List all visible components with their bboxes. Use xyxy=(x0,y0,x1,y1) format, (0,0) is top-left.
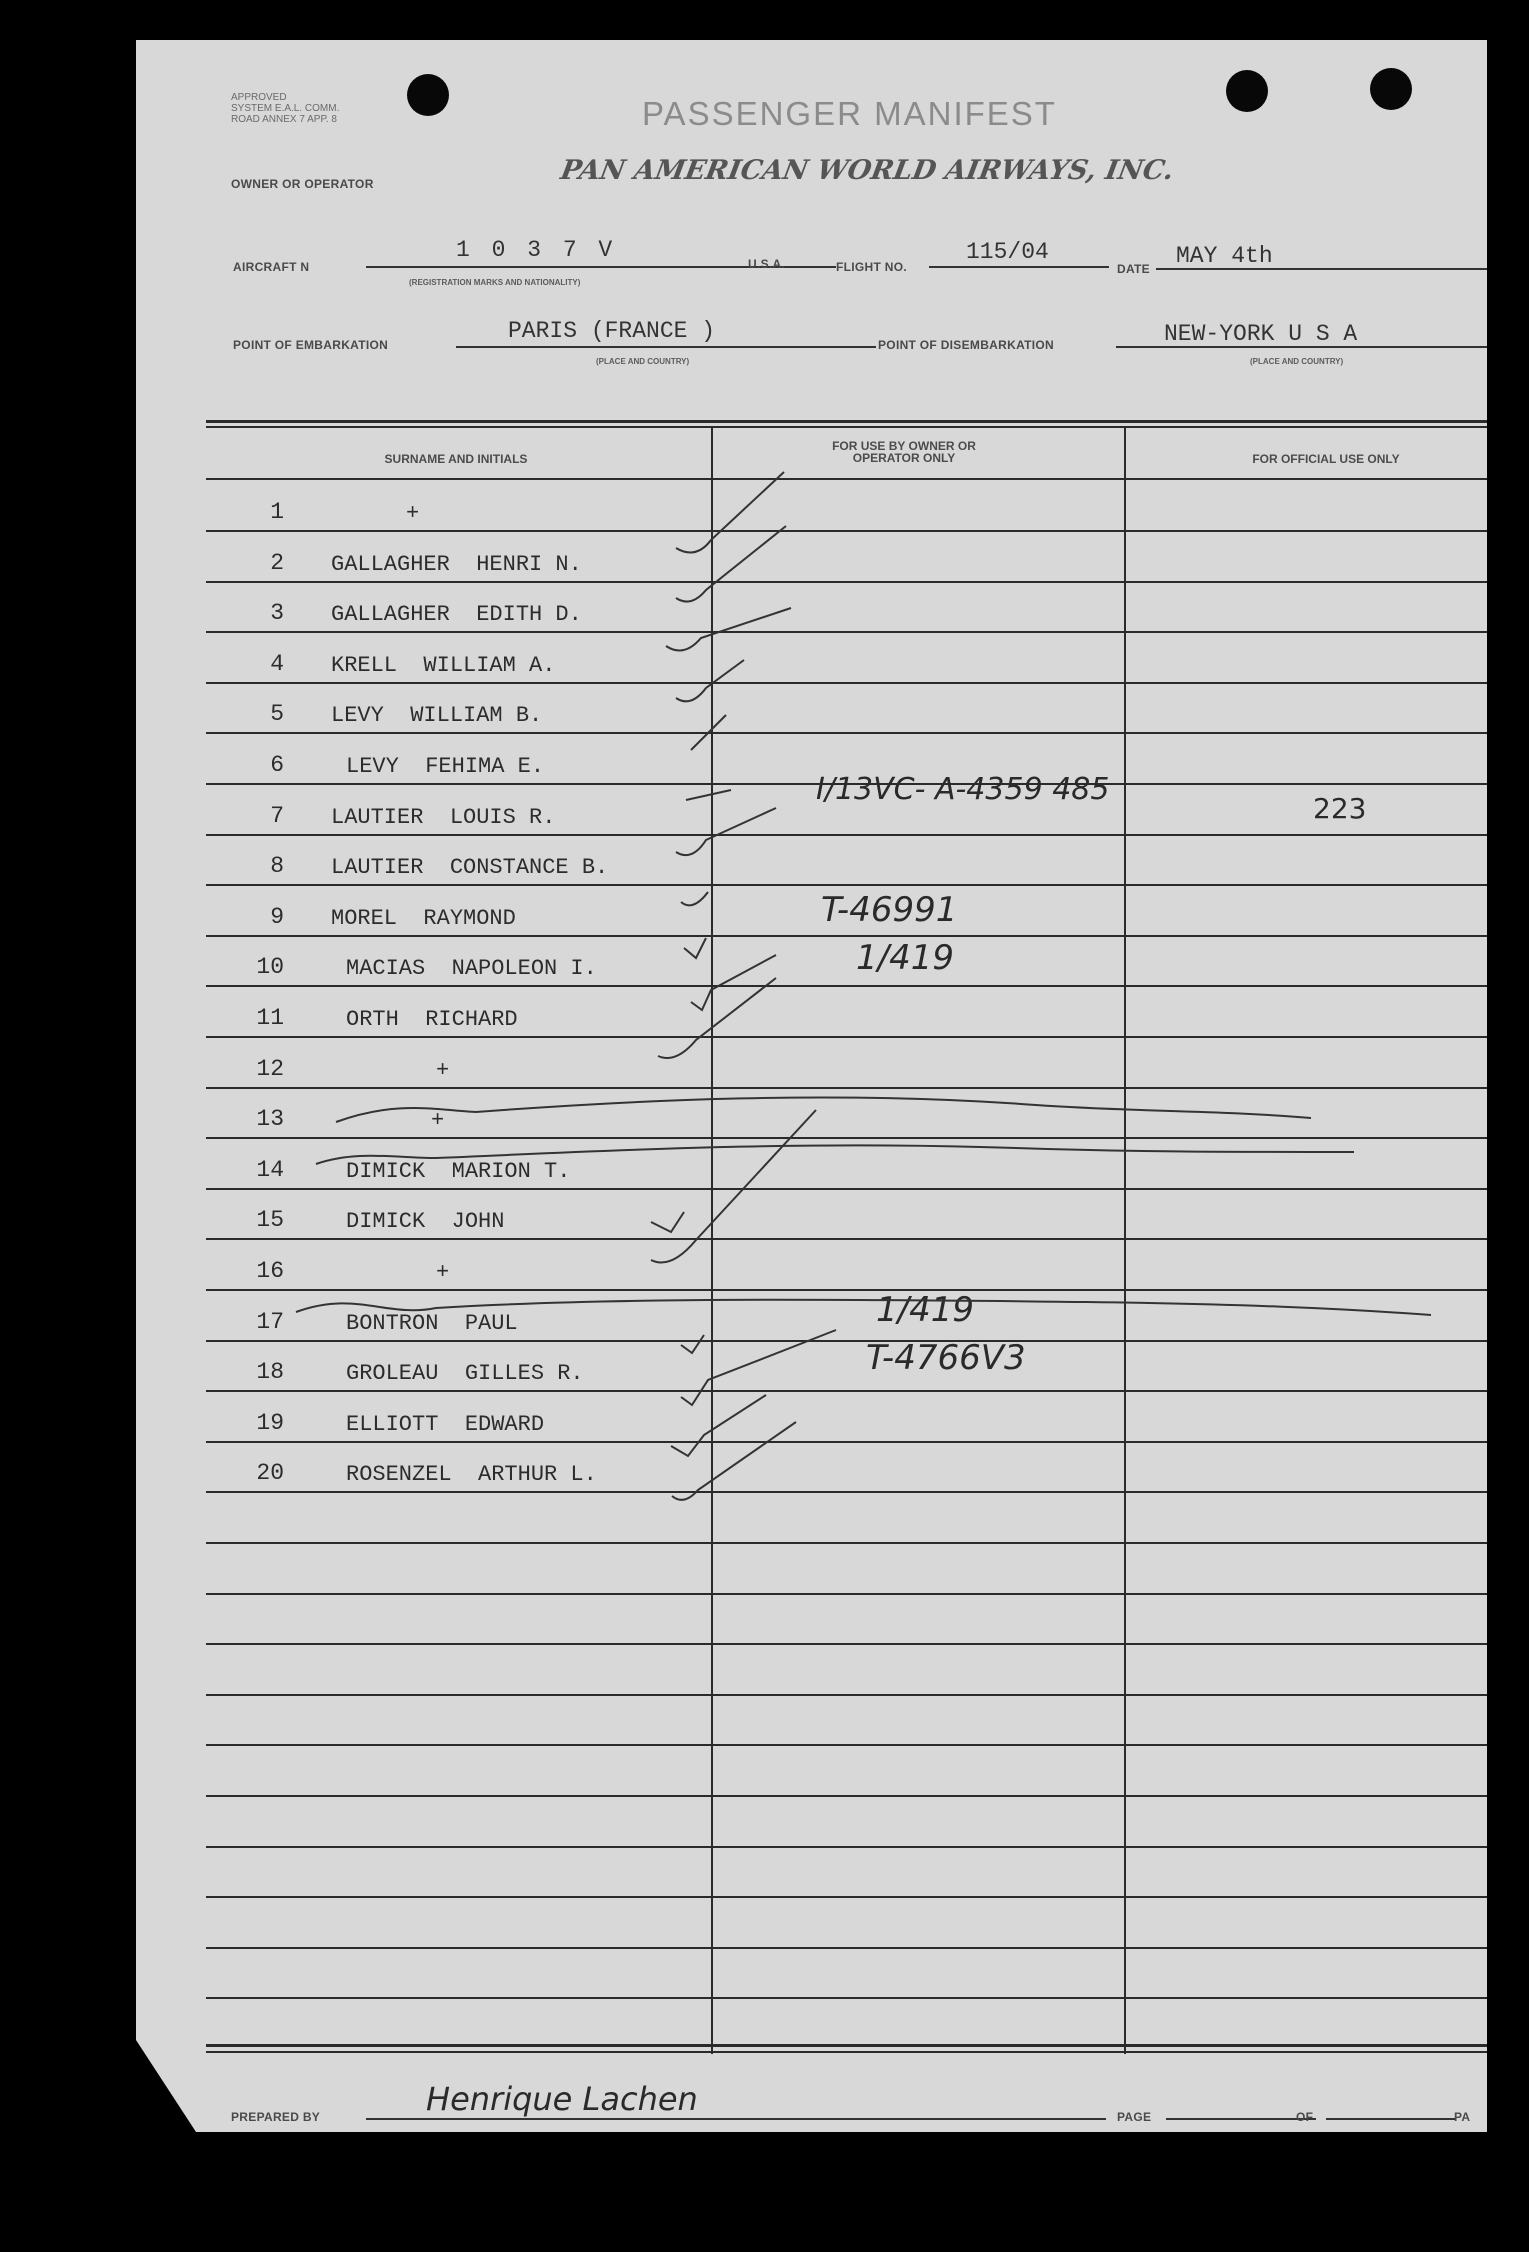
check-mark xyxy=(672,1422,796,1500)
passenger-name: ORTH RICHARD xyxy=(346,1007,518,1032)
passenger-number: 5 xyxy=(270,701,284,727)
passenger-name: LAUTIER LOUIS R. xyxy=(331,805,556,830)
flight-value: 115/04 xyxy=(966,239,1049,265)
check-mark xyxy=(651,1110,816,1263)
aircraft-sub: (REGISTRATION MARKS AND NATIONALITY) xyxy=(409,278,581,287)
aircraft-value: 1 0 3 7 V xyxy=(456,237,617,263)
passenger-number: 1 xyxy=(270,499,284,525)
passenger-name: + xyxy=(431,1108,445,1133)
passenger-number: 11 xyxy=(256,1005,284,1031)
strike-line-row13 xyxy=(316,1145,1354,1164)
embarkation-sub: (PLACE AND COUNTRY) xyxy=(596,357,690,366)
annotation-row18: T-4766V3 xyxy=(866,1338,1026,1378)
approval-stamp: APPROVED SYSTEM E.A.L. COMM. ROAD ANNEX 7 APP. 8 xyxy=(231,92,340,125)
check-mark xyxy=(676,526,786,602)
check-mark xyxy=(676,808,776,855)
passenger-name: LEVY WILLIAM B. xyxy=(331,703,543,728)
handwritten-ink-marks xyxy=(136,40,1487,2132)
passenger-number: 14 xyxy=(256,1157,284,1183)
passenger-number: 10 xyxy=(256,954,284,980)
annotation-row7-official: 223 xyxy=(1313,792,1367,825)
passenger-number: 19 xyxy=(256,1410,284,1436)
passenger-name: BONTRON PAUL xyxy=(346,1311,518,1336)
passenger-name: + xyxy=(436,1260,450,1285)
column-header-official: FOR OFFICIAL USE ONLY xyxy=(1252,452,1400,466)
usa-label: U.S.A. xyxy=(748,257,786,271)
passenger-name: MACIAS NAPOLEON I. xyxy=(346,956,597,981)
strike-line-row12 xyxy=(336,1097,1311,1122)
embarkation-label: POINT OF EMBARKATION xyxy=(233,338,389,352)
check-mark xyxy=(681,1335,704,1353)
strike-line-row16 xyxy=(296,1300,1431,1315)
check-mark xyxy=(676,660,744,701)
aircraft-label: AIRCRAFT N xyxy=(233,260,310,274)
passenger-name: GALLAGHER EDITH D. xyxy=(331,602,582,627)
passenger-number: 12 xyxy=(256,1056,284,1082)
passenger-name: LAUTIER CONSTANCE B. xyxy=(331,855,609,880)
passenger-name: DIMICK MARION T. xyxy=(346,1159,571,1184)
page-label: PAGE xyxy=(1117,2110,1152,2124)
passenger-number: 13 xyxy=(256,1106,284,1132)
passenger-name: DIMICK JOHN xyxy=(346,1209,505,1234)
passenger-number: 15 xyxy=(256,1207,284,1233)
passenger-name: GALLAGHER HENRI N. xyxy=(331,552,582,577)
date-value: MAY 4th xyxy=(1176,243,1273,269)
owner-label: OWNER OR OPERATOR xyxy=(231,177,374,191)
prepared-by-label: PREPARED BY xyxy=(231,2110,321,2124)
check-mark xyxy=(666,608,791,651)
disembarkation-value: NEW-YORK U S A xyxy=(1164,321,1358,347)
passenger-name: + xyxy=(436,1058,450,1083)
prepared-by-signature: Henrique Lachen xyxy=(426,2080,698,2118)
passenger-number: 6 xyxy=(270,752,284,778)
passenger-name: LEVY FEHIMA E. xyxy=(346,754,545,779)
passenger-number: 9 xyxy=(270,904,284,930)
passenger-number: 3 xyxy=(270,600,284,626)
check-mark xyxy=(681,892,708,905)
passenger-name: ROSENZEL ARTHUR L. xyxy=(346,1462,597,1487)
passenger-number: 18 xyxy=(256,1359,284,1385)
passenger-number: 2 xyxy=(270,550,284,576)
flight-label: FLIGHT NO. xyxy=(836,260,907,274)
disembarkation-label: POINT OF DISEMBARKATION xyxy=(878,338,1055,352)
page-title: PASSENGER MANIFEST xyxy=(642,95,1057,132)
disembarkation-sub: (PLACE AND COUNTRY) xyxy=(1250,357,1344,366)
passenger-number: 20 xyxy=(256,1460,284,1486)
check-mark xyxy=(684,938,706,958)
column-header-owner-use: FOR USE BY OWNER OR OPERATOR ONLY xyxy=(832,439,976,465)
passenger-name: MOREL RAYMOND xyxy=(331,906,516,931)
passenger-number: 16 xyxy=(256,1258,284,1284)
embarkation-value: PARIS (FRANCE ) xyxy=(508,318,716,344)
check-mark xyxy=(651,1212,684,1232)
manifest-sheet xyxy=(136,40,1487,2132)
check-mark xyxy=(686,790,731,800)
check-mark xyxy=(681,1330,836,1405)
passenger-number: 7 xyxy=(270,803,284,829)
check-mark xyxy=(691,955,776,1010)
passenger-name: GROLEAU GILLES R. xyxy=(346,1361,584,1386)
column-header-names: SURNAME AND INITIALS xyxy=(384,452,528,466)
check-mark xyxy=(671,1395,766,1456)
check-mark xyxy=(691,715,726,750)
owner-value: PAN AMERICAN WORLD AIRWAYS, INC. xyxy=(558,155,1177,186)
annotation-row6: I/13VC- A-4359 485 xyxy=(816,772,1110,807)
passenger-name: + xyxy=(406,501,420,526)
passenger-number: 8 xyxy=(270,853,284,879)
passenger-number: 17 xyxy=(256,1309,284,1335)
annotation-row17: 1/419 xyxy=(876,1290,974,1330)
annotation-row10: 1/419 xyxy=(856,938,954,978)
annotation-row9: T-46991 xyxy=(821,890,958,930)
pa-label: PA xyxy=(1454,2110,1471,2124)
date-label: DATE xyxy=(1117,262,1150,276)
passenger-name: ELLIOTT EDWARD xyxy=(346,1412,545,1437)
of-label: OF xyxy=(1296,2110,1314,2124)
passenger-number: 4 xyxy=(270,651,284,677)
passenger-name: KRELL WILLIAM A. xyxy=(331,653,556,678)
folded-corner xyxy=(136,2040,196,2132)
check-mark xyxy=(658,978,776,1058)
